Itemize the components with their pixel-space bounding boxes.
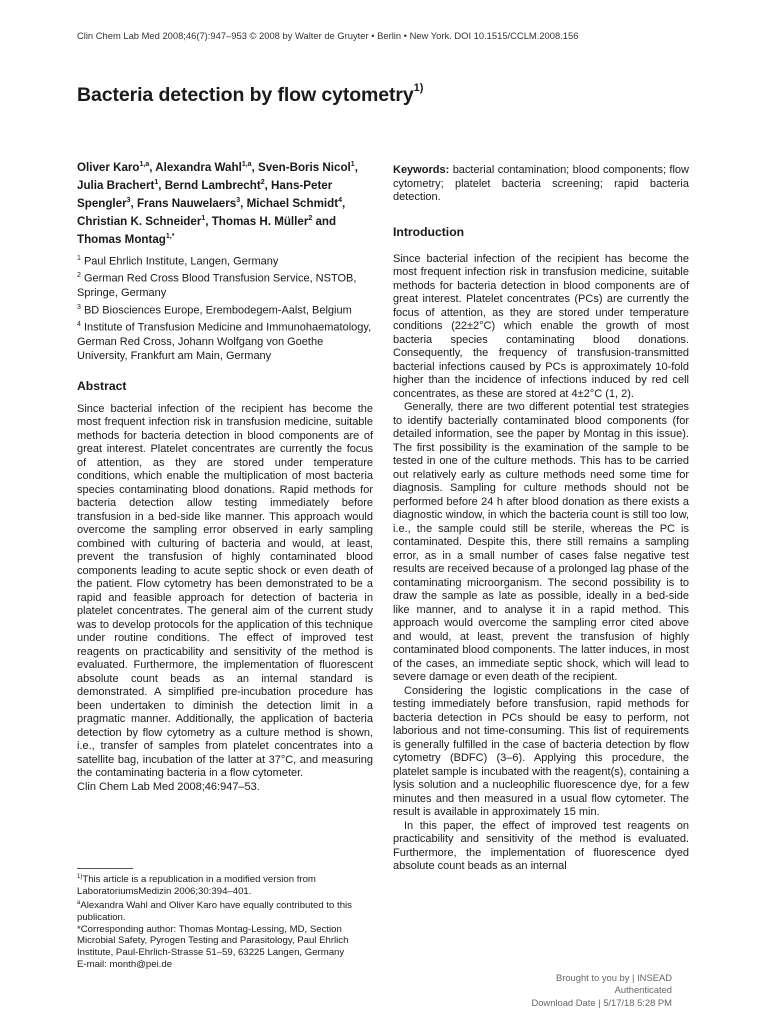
author-name: Hans-Peter Spengler (77, 178, 333, 210)
download-watermark (500, 972, 672, 1009)
footnotes (77, 868, 373, 971)
author-affil-marker: 1 (201, 215, 206, 223)
author-affil-marker: 1 (154, 179, 159, 187)
author-name: Thomas H. Müller (211, 215, 309, 229)
author-separator: , (240, 196, 247, 210)
keywords-text: bacterial contamination; blood components; flow cytometry; platelet bacteria screening; rapid bacteria detection. (393, 164, 689, 204)
footnote (77, 872, 373, 898)
affiliation-text: Paul Ehrlich Institute, Langen, Germany (83, 255, 279, 268)
affiliation-number: 3 (77, 303, 81, 311)
author-name: Sven-Boris Nicol (258, 160, 351, 174)
author-name: Julia Brachert (77, 178, 155, 192)
title-note-marker: 1) (413, 82, 424, 94)
watermark-brought-by: Brought to you by | INSEAD (555, 972, 672, 983)
affiliation (77, 301, 373, 318)
footnote (77, 924, 373, 959)
introduction-paragraph: Generally, there are two different potential test strategies to identify bacterially contaminated blood components (for detailed information, see the paper by Montag in this issue). The first possibility is the examination of the sample to be tested in one of the culture methods. This has to be carried out relatively early as culture methods need some time for diagnosis. Sampling for culture methods should not be performed before 24 h after blood donation as there exists a diagnostic window, in which the bacteria count is still too low, i.e., the sample could still be sterile, whereas the PC is contaminated. Despite this, there still remains a sampling error, as in a small number of cases false negative test results are received because of a prolonged lag phase of the contaminating microorganism. The second possibility is to draw the sample as late as possible, ideally in a bed-side like manner, and to analyse it in a rapid method. This approach would overcome the sampling error cited above and would, at least, prevent the transfusion of highly contaminated blood components. The latter induces, in most of the cases, an immediate septic shock, which will lead to severe damage or even death of the recipient. (393, 401, 689, 684)
author-affil-marker: 3 (236, 197, 241, 205)
author-name: Alexandra Wahl (155, 160, 242, 174)
affiliation (77, 318, 373, 364)
affiliation-number: 2 (77, 272, 81, 280)
article-title (77, 84, 423, 107)
author-separator: , (130, 196, 137, 210)
author-separator: , (149, 160, 156, 174)
author-name: Frans Nauwelaers (136, 196, 237, 210)
left-column (77, 157, 373, 794)
footnote-text: *Corresponding author: Thomas Montag-Lessing, MD, Section Microbial Safety, Pyrogen Testing and Parasitology, Paul Ehrlich Institute, Paul-Ehrlich-Strasse 51–59, 63225 Langen, Germany (77, 923, 349, 959)
author-affil-marker: 1,a (241, 161, 252, 168)
footnote-mark: 1) (77, 874, 83, 880)
author-separator: , (251, 160, 258, 174)
author-name: Thomas Montag (77, 233, 166, 247)
author-name: Bernd Lambrecht (164, 178, 261, 192)
author-affil-marker: 4 (338, 197, 342, 205)
footnote (77, 898, 373, 924)
author-name: Michael Schmidt (246, 196, 339, 210)
author-separator: , (354, 160, 358, 174)
author-separator: and (312, 215, 337, 229)
abstract-heading: Abstract (77, 378, 127, 393)
footnote-text: E-mail: month@pei.de (77, 958, 173, 970)
affiliation-text: German Red Cross Blood Transfusion Service, NSTOB, Springe, Germany (77, 273, 357, 300)
keywords (393, 164, 689, 205)
author-separator: , (341, 196, 346, 210)
author-separator: , (264, 178, 272, 192)
introduction-heading: Introduction (393, 224, 465, 239)
keywords-label: Keywords: (393, 164, 450, 176)
author-affil-marker: 1,* (165, 233, 175, 241)
footnote-text: This article is a republication in a modified version from LaboratoriumsMedizin 2006;30:394–401. (77, 874, 316, 897)
footnote-list (77, 872, 373, 971)
author-affil-marker: 1 (350, 161, 355, 168)
affiliation-number: 4 (77, 320, 81, 328)
abstract-text: Since bacterial infection of the recipient has become the most frequent infection risk in transfusion medicine, suitable methods for bacteria detection in blood components are of great interest. Platelet concentrates are currently the focus of attention, as they are stored under temperature conditions, which enable the multiplication of most bacteria species contaminating blood donations. Rapid methods for bacteria detection allow testing immediately before transfusion in a bed-side like manner. This approach would overcome the sampling error observed in early sampling combined with culturing of bacteria and would, at least, prevent the transfusion of highly contaminated blood components leading to acute septic shock or even death of the patient. Flow cytometry has been demonstrated to be a rapid and feasible approach for detection of bacteria in platelet concentrates. The general aim of the current study was to develop protocols for the application of this technique under routine conditions. The effect of improved test reagents on practicability and sensitivity of the method is evaluated. Furthermore, the implementation of fluorescent absolute count beads as an internal standard is demonstrated. A simplified pre-incubation procedure has been undertaken to diminish the detection limit in a pragmatic manner. Additionally, the application of bacteria detection by flow cytometry as a culture method is shown, i.e., transfer of samples from platelet concentrates into a satellite bag, incubation of the latter at 37°C, and measuring the contaminating bacteria in a flow cytometer. (77, 402, 373, 780)
author-affil-marker: 2 (260, 179, 265, 187)
introduction-paragraph: Since bacterial infection of the recipient has become the most frequent infection risk in transfusion medicine, suitable methods for bacteria detection in blood components are of great interest. Platelet concentrates (PCs) are currently the focus of attention, as they are stored under temperature conditions (22±2°C) which enable the growth of most bacteria species contaminating blood donations. Consequently, the frequency of transfusion-transmitted bacterial infections caused by PCs is approximately 10-fold higher than the incidence of infections induced by red cell concentrates, as these are stored at 4±2°C (1, 2). (393, 252, 689, 400)
author-separator: , (205, 215, 212, 229)
affiliation (77, 269, 373, 300)
affiliation-text: BD Biosciences Europe, Erembodegem-Aalst, Belgium (83, 304, 352, 317)
author-separator: , (158, 178, 165, 192)
right-column (393, 164, 689, 874)
introduction-paragraph: In this paper, the effect of improved test reagents on practicability and sensitivity of the method is evaluated. Furthermore, the implementation of fluorescence dyed absolute count beads as an internal (393, 819, 689, 873)
affiliation-number: 1 (77, 255, 81, 263)
author-name: Christian K. Schneider (77, 215, 202, 229)
affiliation-text: Institute of Transfusion Medicine and Immunohaematology, German Red Cross, Johann Wolfgang von Goethe University, Frankfurt am Main, Germany (77, 321, 372, 363)
abstract-citation: Clin Chem Lab Med 2008;46:947–53. (77, 780, 260, 793)
footnote-mark: a (77, 899, 81, 906)
author-affil-marker: 2 (308, 215, 313, 223)
author-affil-marker: 3 (126, 197, 131, 205)
author-affil-marker: 1,a (139, 161, 150, 168)
author-name: Oliver Karo (77, 160, 140, 174)
footnote-text: Alexandra Wahl and Oliver Karo have equally contributed to this publication. (77, 899, 352, 923)
watermark-authenticated: Authenticated (614, 984, 672, 996)
abstract-body (77, 403, 373, 795)
introduction-body (393, 253, 689, 874)
journal-citation-header: Clin Chem Lab Med 2008;46(7):947–953 © 2008 by Walter de Gruyter • Berlin • New York. DOI 10.1515/CCLM.2008.156 (77, 30, 579, 41)
footnote-divider (77, 868, 133, 869)
article-title-text: Bacteria detection by flow cytometry (77, 84, 414, 106)
footnote (77, 959, 373, 971)
introduction-paragraph: Considering the logistic complications in the case of testing immediately before transfusion, rapid methods for bacteria detection in PCs should be easy to perform, not laborious and not time-consuming. This list of requirements is generally fulfilled in the case of bacteria detection by flow cytometry (BDFC) (3–6). Applying this procedure, the platelet sample is incubated with the reagent(s), containing a lysis solution and a nucleophilic fluorescence dye, for a few minutes and then measured in a usual flow cytometer. The result is available in approximately 15 min. (393, 684, 689, 819)
author-list (77, 157, 373, 247)
affiliations (77, 252, 373, 363)
watermark-download-date: Download Date | 5/17/18 5:28 PM (531, 996, 672, 1008)
affiliation (77, 252, 373, 269)
